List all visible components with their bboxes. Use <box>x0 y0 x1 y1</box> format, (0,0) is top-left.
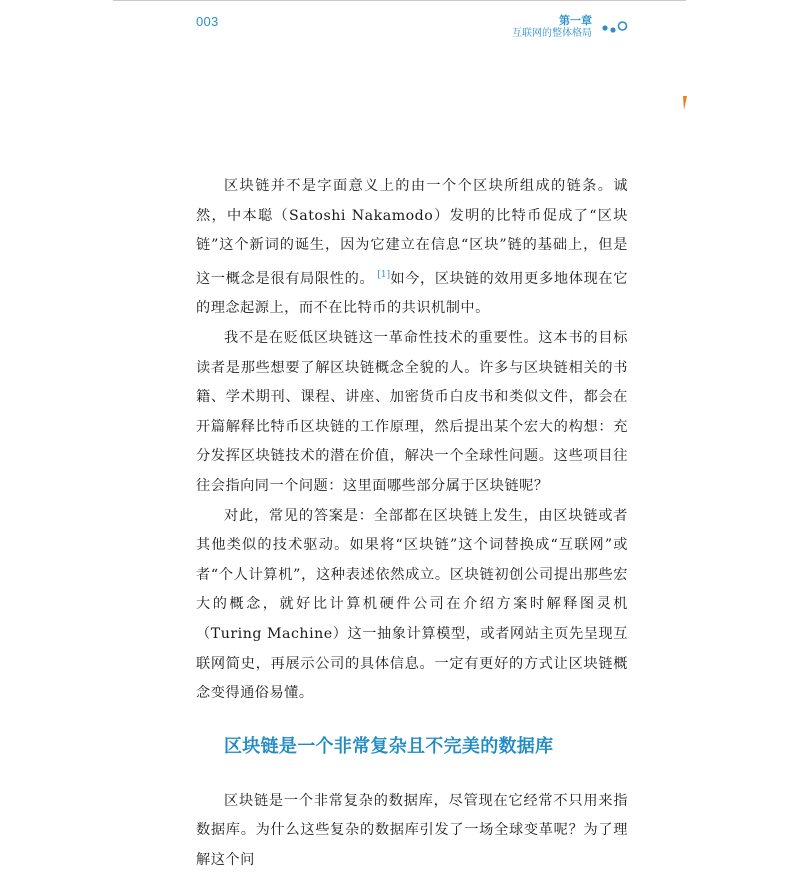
page-edge-mark <box>680 96 688 110</box>
footnote-marker[interactable]: [1] <box>377 269 391 280</box>
chapter-title: 互联网的整体格局 <box>512 28 592 39</box>
chapter-header <box>512 14 592 40</box>
chapter-label: 第一章 <box>559 14 592 27</box>
paragraph-1 <box>196 172 628 324</box>
chapter-dots-icon <box>601 19 631 35</box>
paragraph-2: 我不是在贬低区块链这一革命性技术的重要性。这本书的目标读者是那些想要了解区块链概念全貌的人。许多与区块链相关的书籍、学术期刊、课程、讲座、加密货币白皮书和类似文件，都会在开篇解释比特币区块链的工作原理，然后提出某个宏大的构想：充分发挥区块链技术的潜在价值，解决一个全球性问题。这些项目往往会指向同一个问题：这里面哪些部分属于区块链呢？ <box>196 329 628 494</box>
paragraph-1-text: 区块链并不是字面意义上的由一个个区块所组成的链条。诚然，中本聪（Satoshi Nakamodo）发明的比特币促成了“区块链”这个新词的诞生，因为它建立在信息“区块”链的基础上，但是这一概念是很有局限性的。 <box>196 178 628 287</box>
body-text <box>196 172 628 875</box>
page-number: 003 <box>196 14 219 29</box>
paragraph-3: 对此，常见的答案是：全部都在区块链上发生，由区块链或者其他类似的技术驱动。如果将“区块链”这个词替换成“互联网”或者“个人计算机”，这种表述依然成立。区块链初创公司提出那些宏大的概念，就好比计算机硬件公司在介绍方案时解释图灵机（Turing Machine）这一抽象计算模型，或者网站主页先呈现互联网简史，再展示公司的具体信息。一定有更好的方式让区块链概念变得通俗易懂。 <box>196 507 628 702</box>
paragraph-4: 区块链是一个非常复杂的数据库，尽管现在它经常不只用来指数据库。为什么这些复杂的数据库引发了一场全球变革呢？为了理解这个问 <box>196 792 628 868</box>
paragraph-1-tail: 如今，区块链的效用更多地体现在它的理念起源上，而不在比特币的共识机制中。 <box>196 270 628 317</box>
section-heading: 区块链是一个非常复杂且不完美的数据库 <box>224 735 554 757</box>
top-rule <box>113 0 686 1</box>
